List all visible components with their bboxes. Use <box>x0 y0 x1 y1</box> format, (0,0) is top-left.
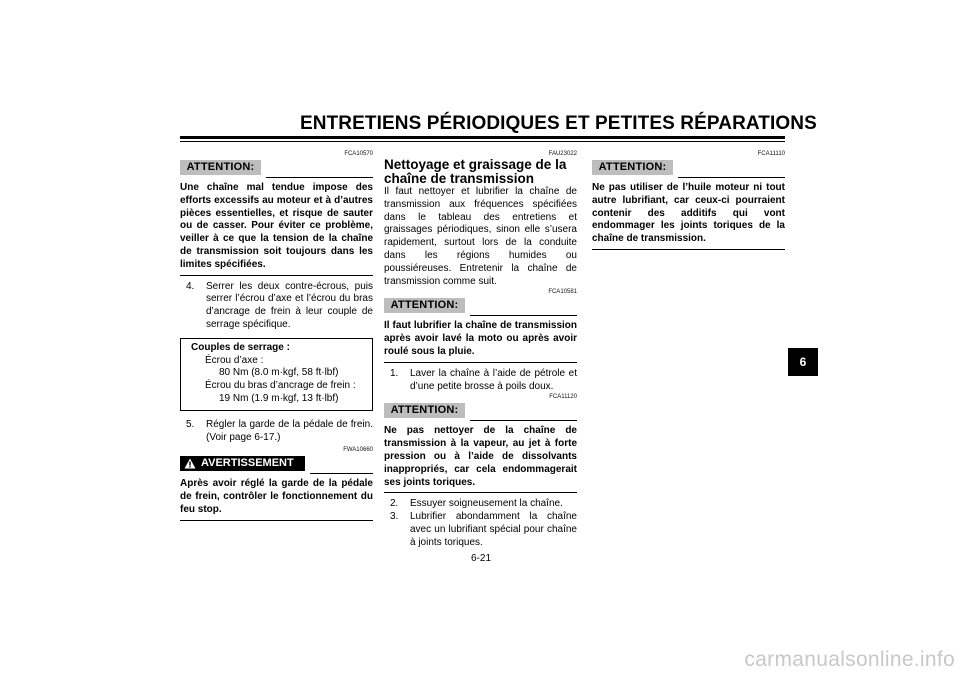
ref-code: FCA10581 <box>548 289 577 296</box>
column-left <box>180 150 373 526</box>
step-text: Serrer les deux contre-écrous, puis serrer l’écrou d’axe et l’écrou du bras d’ancrage de frein à leur couple de serrage spécifique. <box>206 280 373 330</box>
torque-spec-box <box>180 338 373 411</box>
warning-text: Après avoir réglé la garde de la pédale de frein, contrôler le fonctionnement du feu stop. <box>180 478 373 515</box>
warning-rule <box>310 473 373 474</box>
column-right <box>592 150 785 255</box>
warning-triangle-icon <box>184 458 196 469</box>
warning-end-rule <box>180 520 373 521</box>
torque-axle-nut-value: 80 Nm (8.0 m·kgf, 58 ft·lbf) <box>219 367 339 379</box>
torque-brake-arm-label: Écrou du bras d’ancrage de frein : <box>205 380 356 392</box>
attention-heading <box>384 296 577 320</box>
step-5 <box>180 419 373 445</box>
step-number: 3. <box>390 511 399 523</box>
section-title: Nettoyage et graissage de la chaîne de transmission <box>384 157 567 186</box>
step-text: Régler la garde de la pédale de frein. (Voir page 6-17.) <box>206 418 373 443</box>
step-number: 1. <box>390 367 399 379</box>
attention-heading <box>592 158 785 182</box>
header-rule <box>180 136 785 139</box>
section-paragraph: Il faut nettoyer et lubrifier la chaîne de transmission aux fréquences spécifiées dans le tableau des entretiens et graissages périodiques, sinon elle s’usera rapidement, surtout lors de la conduite dans les régions humides ou poussiéreuses. Entretenir la chaîne de transmission comme suit. <box>384 186 577 287</box>
attention-end-rule <box>592 249 785 250</box>
step-text: Laver la chaîne à l’aide de pétrole et d’une petite brosse à poils doux. <box>410 367 577 392</box>
torque-brake-arm-value: 19 Nm (1.9 m·kgf, 13 ft·lbf) <box>219 392 339 404</box>
attention-heading <box>180 158 373 182</box>
ref-code: FCA11110 <box>757 151 785 157</box>
attention-text: Il faut lubrifier la chaîne de transmission après avoir lavé la moto ou après avoir roulé sous la pluie. <box>384 320 577 357</box>
attention-rule <box>470 420 577 421</box>
page-header-title: ENTRETIENS PÉRIODIQUES ET PETITES RÉPARATIONS <box>300 113 817 134</box>
step-4 <box>180 281 373 332</box>
ref-code: FWA10660 <box>343 447 373 454</box>
step-1 <box>384 368 577 394</box>
attention-heading <box>384 401 577 425</box>
torque-axle-nut-label: Écrou d’axe : <box>205 354 264 366</box>
page-number: 6-21 <box>470 553 491 564</box>
attention-label: ATTENTION: <box>384 403 465 418</box>
chapter-tab: 6 <box>788 348 818 376</box>
step-3 <box>384 511 577 549</box>
torque-title: Couples de serrage : <box>191 341 290 353</box>
step-2 <box>384 498 577 511</box>
step-number: 2. <box>390 498 399 510</box>
header-rule-thin <box>180 141 785 142</box>
watermark: carmanualsonline.info <box>744 648 955 671</box>
ref-code: FCA11120 <box>549 394 577 401</box>
attention-rule <box>266 177 373 178</box>
attention-end-rule <box>384 362 577 363</box>
attention-rule <box>678 177 785 178</box>
attention-label: ATTENTION: <box>592 160 673 175</box>
step-text: Essuyer soigneusement la chaîne. <box>410 498 563 510</box>
attention-rule <box>470 315 577 316</box>
ref-code: FAU23022 <box>548 151 577 157</box>
attention-label: ATTENTION: <box>384 298 465 313</box>
warning-label-box <box>180 456 305 471</box>
attention-text: Ne pas utiliser de l’huile moteur ni tout autre lubrifiant, car ceux-ci pourraient contenir des additifs qui vont endommager les joints toriques de la chaîne de transmission. <box>592 182 785 245</box>
attention-text: Ne pas nettoyer de la chaîne de transmission à la vapeur, au jet à forte pression ou à l’aide de dissolvants inappropriés, car cela endommagerait ses joints toriques. <box>384 425 577 488</box>
attention-text: Une chaîne mal tendue impose des efforts excessifs au moteur et à d’autres pièces essentielles, et risque de sauter ou de casser. Pour éviter ce problème, veiller à ce que la tension de la chaîne de transmission soit toujours dans les limites spécifiées. <box>180 182 373 270</box>
column-middle <box>384 150 577 550</box>
attention-end-rule <box>180 275 373 276</box>
warning-label: AVERTISSEMENT <box>201 457 294 470</box>
attention-end-rule <box>384 492 577 493</box>
warning-heading <box>180 454 373 478</box>
step-number: 5. <box>186 418 195 430</box>
step-number: 4. <box>186 280 195 292</box>
step-text: Lubrifier abondamment la chaîne avec un lubrifiant spécial pour chaîne à joints toriques. <box>410 511 577 548</box>
attention-label: ATTENTION: <box>180 160 261 175</box>
ref-code: FCA10570 <box>344 151 373 157</box>
